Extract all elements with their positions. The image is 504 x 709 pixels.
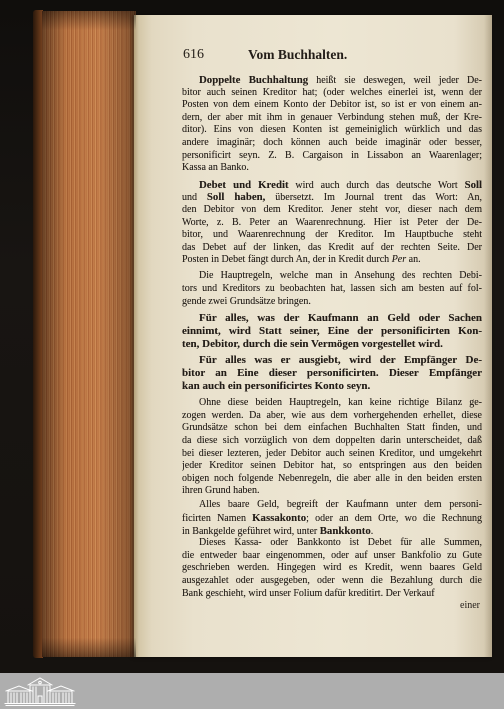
text-line	[182, 525, 482, 538]
text-line: da diese sich vorzüglich von dem doppelten darin unterscheidet, daß	[182, 434, 482, 446]
emphasized-term: Debet und Kredit	[199, 178, 289, 191]
text-line	[182, 191, 482, 204]
text-line: jeder Kreditor seinen Debitor hat, so entspringen aus den beiden	[182, 460, 482, 472]
text-line: Worte, z. B. Peter an Waarenrechnung. Hier ist Peter der De-	[182, 216, 482, 228]
text-line	[182, 254, 482, 267]
text-line: Für alles was er ausgiebt, wird der Empfänger De-	[199, 354, 482, 367]
paragraph	[182, 74, 482, 175]
text-line: andere imaginär; doch können auch beide imaginär oder besser,	[182, 136, 482, 148]
text-line: ausgezahlet oder ausgegeben, oder wenn die Bezahlung durch die	[182, 575, 482, 586]
text-line: einnimt, wird Statt seiner, Eine der personificirten Kon-	[182, 325, 482, 338]
text-line: Grundsätze schon bei dem einfachen Buchhalten Statt finden, und	[182, 422, 482, 434]
catchword: einer	[460, 600, 480, 612]
text-line: Ohne diese beiden Hauptregeln, kan keine richtige Bilanz ge-	[199, 397, 482, 409]
text-line: personificirt seyn. Z. B. Cargaison in Lissabon an Waarenlager;	[182, 149, 482, 161]
text-line: Für alles, was der Kaufmann an Geld oder Sachen	[199, 312, 482, 325]
text-line: Alles baare Geld, begreift der Kaufmann unter dem personi-	[199, 499, 482, 511]
text-run: ficirten Namen	[182, 513, 253, 525]
paragraph	[182, 537, 482, 600]
antiqua-word: Per	[391, 254, 407, 266]
text-line: ditor). Eins von diesen Konten ist gemeiniglich würklich und das	[182, 124, 482, 136]
body-text	[182, 74, 482, 613]
page-edges	[42, 11, 136, 657]
footer-bar	[0, 673, 504, 709]
rule-paragraph	[182, 354, 482, 393]
text-line: Kassa an Banko.	[182, 162, 249, 174]
paragraph	[182, 499, 482, 537]
text-line: den Debitor von dem Kreditor. Jener steht vor, dieser nach dem	[182, 203, 482, 215]
text-line	[182, 74, 482, 87]
text-line: das Debet auf der linken, das Kredit auf der rechten Seite. Der	[182, 241, 482, 253]
text-run: .	[370, 525, 374, 537]
running-title: Vom Buchhalten.	[248, 47, 348, 62]
text-run: Posten in Debet fängt durch An, der in Kredit durch	[182, 254, 392, 266]
emphasized-term: Kassakonto	[252, 512, 307, 525]
paragraph	[182, 270, 482, 308]
text-line: geschrieben werden. Hingegen wird es Kredit, wenn baares Geld	[182, 562, 482, 574]
text-line: bitor, und Waarenrechnung der Kreditor. Im Hauptbuche steht	[182, 229, 482, 241]
text-run: an.	[406, 254, 421, 266]
text-line: obigen noch folgende Nebenregeln, die aber alle in den beiden ersten	[182, 472, 482, 484]
text-line: Die Hauptregeln, welche man in Ansehung des rechten Debi-	[199, 270, 482, 282]
text-line: tors und Kreditors zu beobachten hat, lassen sich am besten auf fol-	[182, 283, 482, 294]
text-line: die entweder baar eingenommen, oder auf unser Bankfolio zu Gute	[182, 549, 482, 561]
text-run: ; oder an dem Orte, wo die Rechnung	[306, 513, 482, 525]
text-line: zogen werden. Da aber, wie aus dem vorhergehenden erhellet, diese	[182, 409, 482, 421]
text-line: gende zwei Grundsätze bringen.	[182, 295, 311, 307]
text-line: ten, Debitor, durch die sein Vermögen vorgestellet wird.	[182, 338, 443, 351]
text-line: bitor auch seinen Kreditor hat; (oder welches einerlei ist, wenn der	[182, 86, 482, 98]
text-line: Dieses Kassa- oder Bankkonto ist Debet für alle Summen,	[199, 537, 482, 549]
text-line: bei dieser lezteren, jeder Debitor auch seinen Kreditor, und umgekehrt	[182, 447, 482, 459]
text-line	[182, 512, 482, 525]
emphasized-term: Bankkonto	[319, 524, 371, 537]
text-line: Posten von dem einem Konto der Debitor ist, so ist er von einem an-	[182, 99, 482, 111]
emphasized-term: Soll haben,	[206, 191, 266, 204]
text-line: dern, der aber mit ihm in genauer Verbindung stehen muß, der Kre-	[182, 111, 482, 123]
text-line: ihren Grund haben.	[182, 485, 260, 497]
emphasized-term: Doppelte Buchhaltung	[199, 74, 309, 86]
paragraphs	[182, 74, 482, 600]
text-line	[182, 179, 482, 192]
rule-paragraph	[182, 312, 482, 351]
running-head	[182, 46, 482, 64]
text-run: wird auch durch das deutsche Wort	[288, 179, 465, 191]
page-number: 616	[183, 47, 204, 62]
text-line: bitor an Eine dieser personificirten. Dieser Empfänger	[182, 367, 482, 380]
text-line: kan auch ein personificirtes Konto seyn.	[182, 380, 371, 393]
text-run: und	[182, 192, 207, 204]
text-line: Bank geschieht, wird unser Folium dafür kreditirt. Der Verkauf	[182, 587, 435, 599]
library-building-icon	[4, 675, 76, 707]
emphasized-term: Soll	[464, 178, 482, 191]
paragraph	[182, 179, 482, 267]
book-page	[134, 15, 492, 657]
text-run: heißt sie deswegen, weil jeder De-	[308, 75, 482, 86]
paragraph	[182, 397, 482, 498]
text-run: in Bankgelde geführet wird, unter	[182, 525, 320, 537]
text-run: übersetzt. Im Journal trent das Wort: An,	[265, 192, 482, 204]
